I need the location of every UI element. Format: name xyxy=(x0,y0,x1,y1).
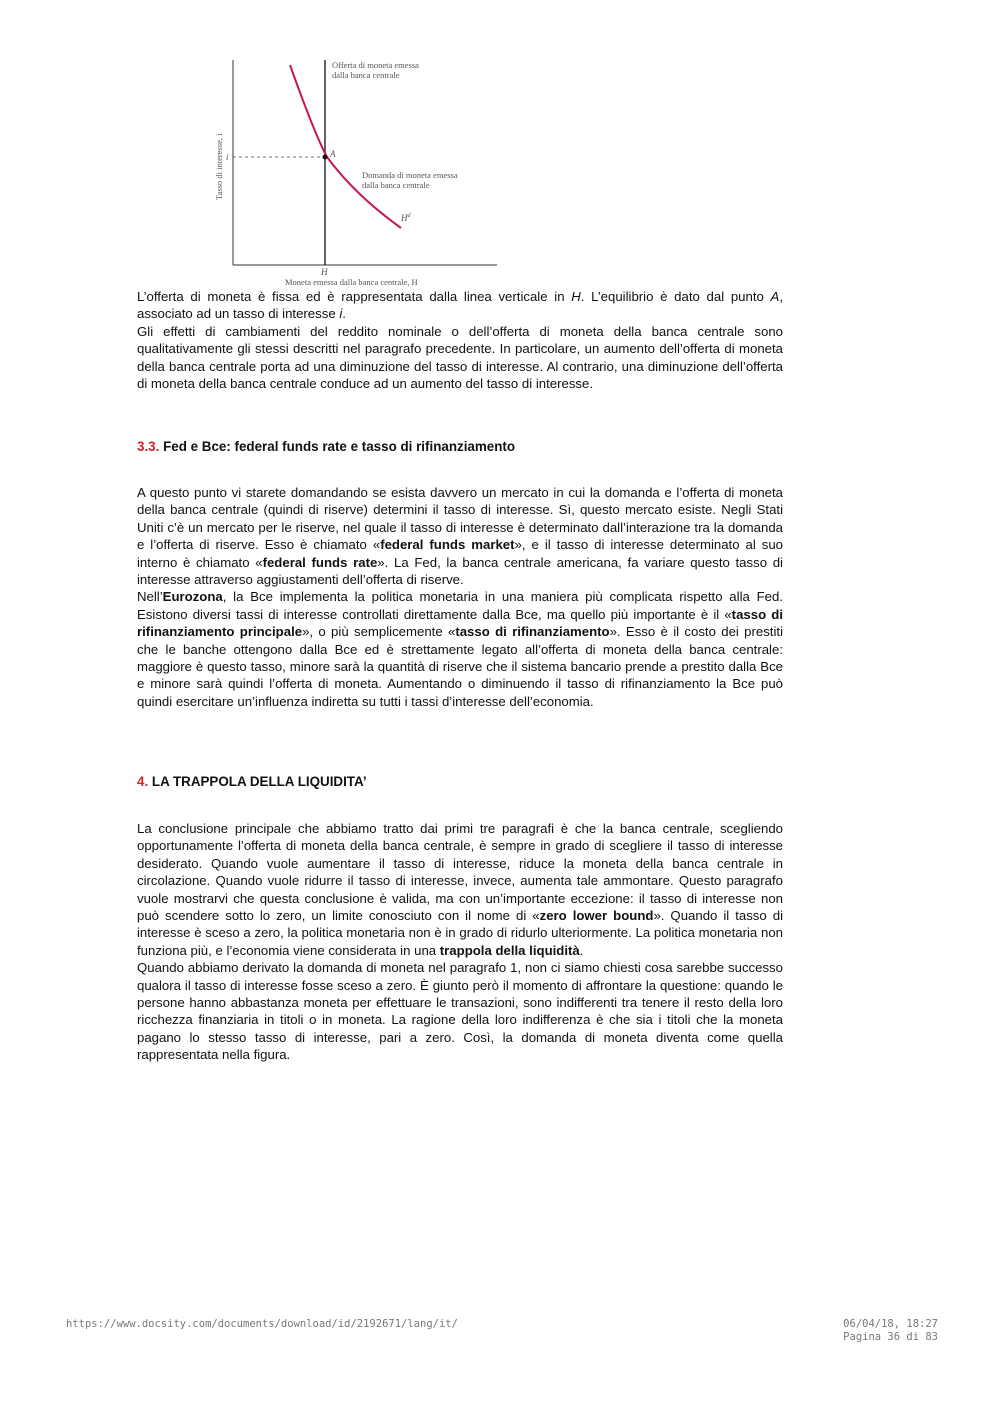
demand-label-2: dalla banca centrale xyxy=(362,180,430,190)
footer-page-number: Pagina 36 di 83 xyxy=(843,1331,938,1343)
footer-meta xyxy=(843,1318,938,1344)
point-a-label: A xyxy=(330,149,336,159)
footer-datetime: 06/04/18, 18:27 xyxy=(843,1318,938,1330)
section-title: Fed e Bce: federal funds rate e tasso di rifinanziamento xyxy=(163,439,516,454)
money-market-figure xyxy=(205,55,505,290)
curve-label-sup: d xyxy=(407,213,411,219)
x-tick-label: H xyxy=(321,267,328,277)
paragraph-conclusion: La conclusione principale che abbiamo tratto dai primi tre paragrafi è che la banca centrale, scegliendo opportunamente l’offerta di moneta della banca centrale, è sempre in grado di scegliere il tasso di interesse desiderato. Quando vuole aumentare il tasso di interesse, riduce la moneta della banca centrale in circolazione. Quando vuole ridurre il tasso di interesse, invece, aumenta tale ammontare. Questo paragrafo vuole mostrarvi che questa conclusione è valida, ma con un’importante eccezione: il tasso di interesse non può scendere sotto lo zero, un limite conosciuto con il nome di «zero lower bound». Quando il tasso di interesse è sceso a zero, la politica monetaria non è in grado di ridurlo ulteriormente. La politica monetaria non funziona più, e l’economia viene considerata in una trappola della liquidità. xyxy=(137,821,783,958)
section-heading-3-3 xyxy=(137,439,515,454)
demand-curve xyxy=(290,65,401,228)
section-number: 4. xyxy=(137,774,149,789)
svg-text:Hd xyxy=(400,213,412,223)
y-axis-label: Tasso di interesse, i xyxy=(214,133,224,200)
paragraph-bce: Nell’Eurozona, la Bce implementa la politica monetaria in una maniera più complicata rispetto alla Fed. Esistono diversi tassi di interesse controllati direttamente dalla Bce, ma quello più importante è il «tasso di rifinanziamento principale», o più semplicemente «tasso di rifinanziamento». Esso è il costo dei prestiti che le banche ottengono dalla Bce ed è strettamente legato all’offerta di moneta della banca centrale: maggiore è questo tasso, minore sarà la quantità di riserve che il sistema bancario prende a prestito dalla Bce e minore sarà quindi l’offerta di moneta. Aumentando o diminuendo il tasso di rifinanziamento la Bce può quindi esercitare un’influenza indiretta su tutti i tassi d’interesse dell’economia. xyxy=(137,589,783,709)
supply-label-1: Offerta di moneta emessa xyxy=(332,60,419,70)
curve-label: H xyxy=(401,213,408,223)
footer-url: https://www.docsity.com/documents/download/id/2192671/lang/it/ xyxy=(66,1318,458,1330)
paragraph-zero-rate: Quando abbiamo derivato la domanda di moneta nel paragrafo 1, non ci siamo chiesti cosa sarebbe successo qualora il tasso di interesse fosse sceso a zero. È giunto però il momento di affrontare la questione: quando le persone hanno abbastanza moneta per effettuare le transazioni, sono indifferenti tra tenere il resto della loro ricchezza finanziaria in titoli o in moneta. La ragione della loro indifferenza è che sia i titoli che la moneta pagano lo stesso tasso di interesse, pari a zero. Così, la domanda di moneta diventa come quella rappresentata nella figura. xyxy=(137,960,783,1063)
section-number: 3.3. xyxy=(137,439,160,454)
text-block-intro xyxy=(137,288,783,392)
section-heading-4 xyxy=(137,774,367,789)
y-tick-label: i xyxy=(226,152,229,162)
paragraph-supply-fixed: L’offerta di moneta è fissa ed è rappresentata dalla linea verticale in H. L’equilibrio è dato dal punto A, associato ad un tasso di interesse i. xyxy=(137,289,783,322)
paragraph-effects: Gli effetti di cambiamenti del reddito nominale o dell’offerta di moneta della banca centrale sono qualitativamente gli stessi descritti nel paragrafo precedente. In particolare, un aumento dell’offerta di moneta della banca centrale porta ad una diminuzione del tasso di interesse. Al contrario, una diminuzione dell’offerta di moneta della banca centrale conduce ad un aumento del tasso di interesse. xyxy=(137,323,783,392)
point-a-marker xyxy=(323,155,328,160)
demand-label-1: Domanda di moneta emessa xyxy=(362,170,458,180)
x-axis-label: Moneta emessa dalla banca centrale, H xyxy=(285,277,418,287)
supply-label-2: dalla banca centrale xyxy=(332,70,400,80)
paragraph-fed: A questo punto vi starete domandando se esista davvero un mercato in cui la domanda e l’offerta di moneta della banca centrale (quindi di riserve) determini il tasso di interesse. Sì, questo mercato esiste. Negli Stati Uniti c’è un mercato per le riserve, nel quale il tasso di interesse è determinato dall’interazione tra la domanda e l’offerta di riserve. Esso è chiamato «federal funds market», e il tasso di interesse determinato al suo interno è chiamato «federal funds rate». La Fed, la banca centrale americana, fa variare questo tasso di interesse attraverso aggiustamenti dell’offerta di riserve. xyxy=(137,485,784,588)
section-title: LA TRAPPOLA DELLA LIQUIDITA’ xyxy=(151,774,367,789)
text-block-liquidity-trap xyxy=(137,820,783,1064)
text-block-fed-bce xyxy=(137,484,783,710)
